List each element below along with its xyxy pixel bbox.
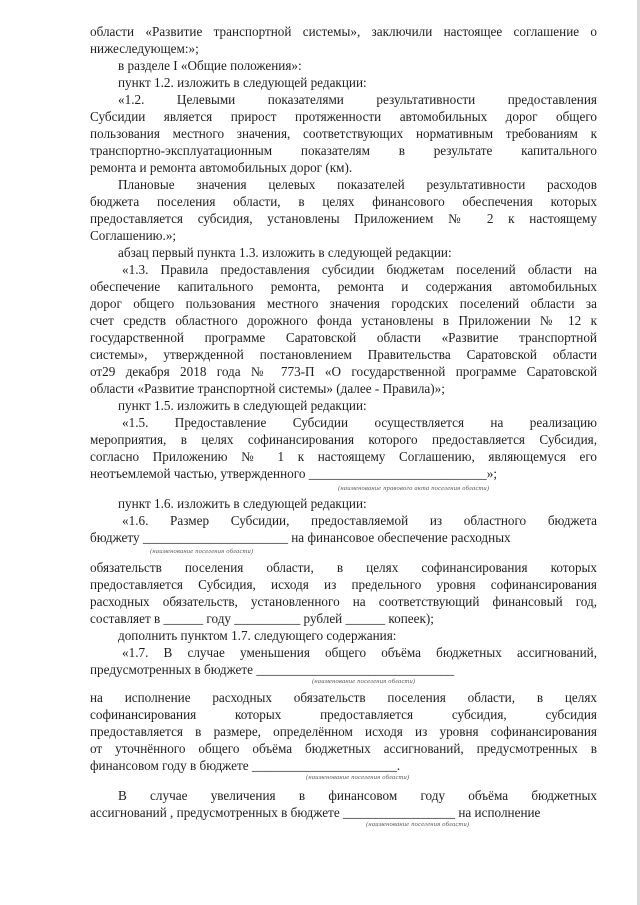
text-line: области «Развитие транспортной системы», заключили настоящее соглашение о — [90, 24, 597, 39]
field-caption: (наименование поселения области) — [312, 678, 416, 685]
text-line: обеспечение капитального ремонта, ремонта и содержания автомобильных — [90, 279, 597, 294]
field-caption: (наименование поселения области) — [306, 774, 410, 781]
field-caption: (наименование поселения области) — [366, 821, 470, 828]
text-line: ремонта и ремонта автомобильных дорог (км). — [90, 160, 353, 175]
text-line: финансовом году в бюджете ______________________. — [90, 758, 401, 773]
field-caption: (наименование правового акта поселения области) — [338, 485, 490, 492]
text-line: софинансирования которых предоставляется субсидия, субсидия — [90, 707, 597, 722]
text-line: нижеследующем:»; — [90, 41, 199, 56]
text-line: В случае увеличения в финансовом году объёма бюджетных — [118, 788, 597, 803]
text-line: в разделе I «Общие положения»: — [118, 58, 302, 73]
text-line: предусмотренных в бюджете ______________________________ — [90, 662, 455, 677]
text-line: «1.2. Целевыми показателями результативности предоставления — [118, 92, 597, 107]
text-line: системы», утвержденной постановлением Правительства Саратовской области — [90, 347, 597, 362]
text-line: составляет в ______ году __________ рублей ______ копеек); — [90, 611, 434, 626]
text-line: абзац первый пункта 1.3. изложить в следующей редакции: — [118, 245, 452, 260]
text-line: от уточнённого общего объёма бюджетных ассигнований, предусмотренных в — [90, 741, 597, 756]
text-line: неотъемлемой частью, утвержденного ___________________________»; — [90, 466, 497, 481]
text-line: государственной программе Саратовской области «Развитие транспортной — [90, 330, 597, 345]
text-line: бюджета поселения области, в целях финансового обеспечения которых — [90, 194, 597, 209]
text-line: дорог общего пользования местного значения городских поселений области за — [90, 296, 597, 311]
text-line: бюджету ______________________ на финансовое обеспечение расходных — [90, 530, 511, 545]
field-caption: (наименование поселения области) — [150, 548, 254, 555]
text-line: предоставляется Субсидия, исходя из предельного уровня софинансирования — [90, 577, 597, 592]
text-line: от29 декабря 2018 года № 773-П «О государственной программе Саратовской — [90, 364, 597, 379]
text-line: дополнить пунктом 1.7. следующего содержания: — [118, 628, 397, 643]
text-line: области «Развитие транспортной системы» (далее - Правила)»; — [90, 381, 445, 396]
text-line: на исполнение расходных обязательств поселения области, в целях — [90, 690, 597, 705]
text-line: пункт 1.6. изложить в следующей редакции: — [118, 496, 367, 511]
text-line: ассигнований , предусмотренных в бюджете _________________ на исполнение — [90, 805, 541, 820]
text-line: Субсидии является прирост протяженности автомобильных дорог общего — [90, 109, 597, 124]
text-line: «1.5. Предоставление Субсидии осуществляется на реализацию — [122, 415, 597, 430]
text-line: Соглашению.»; — [90, 228, 177, 243]
text-line: пункт 1.5. изложить в следующей редакции: — [118, 398, 367, 413]
text-line: «1.6. Размер Субсидии, предоставляемой из областного бюджета — [122, 513, 597, 528]
text-line: согласно Приложению № 1 к настоящему Соглашению, являющемуся его — [90, 449, 597, 464]
text-line: мероприятия, в целях софинансирования которого предоставляется Субсидия, — [90, 432, 597, 447]
text-line: предоставляется в размере, определённом исходя из уровня софинансирования — [90, 724, 597, 739]
text-line: обязательств поселения области, в целях софинансирования которых — [90, 560, 597, 575]
text-line: пользования местного значения, соответствующих нормативным требованиям к — [90, 126, 597, 141]
text-line: транспортно-эксплуатационным показателям в результате капитального — [90, 143, 597, 158]
text-line: «1.3. Правила предоставления субсидии бюджетам поселений области на — [122, 262, 597, 277]
text-line: Плановые значения целевых показателей результативности расходов — [118, 177, 597, 192]
text-line: предоставляется субсидия, установлены Приложением № 2 к настоящему — [90, 211, 597, 226]
text-line: пункт 1.2. изложить в следующей редакции: — [118, 75, 367, 90]
text-line: счет средств областного дорожного фонда установлены в Приложении № 12 к — [90, 313, 597, 328]
text-line: расходных обязательств, установленного на соответствующий финансовый год, — [90, 594, 597, 609]
text-line: «1.7. В случае уменьшения общего объёма бюджетных ассигнований, — [122, 645, 597, 660]
